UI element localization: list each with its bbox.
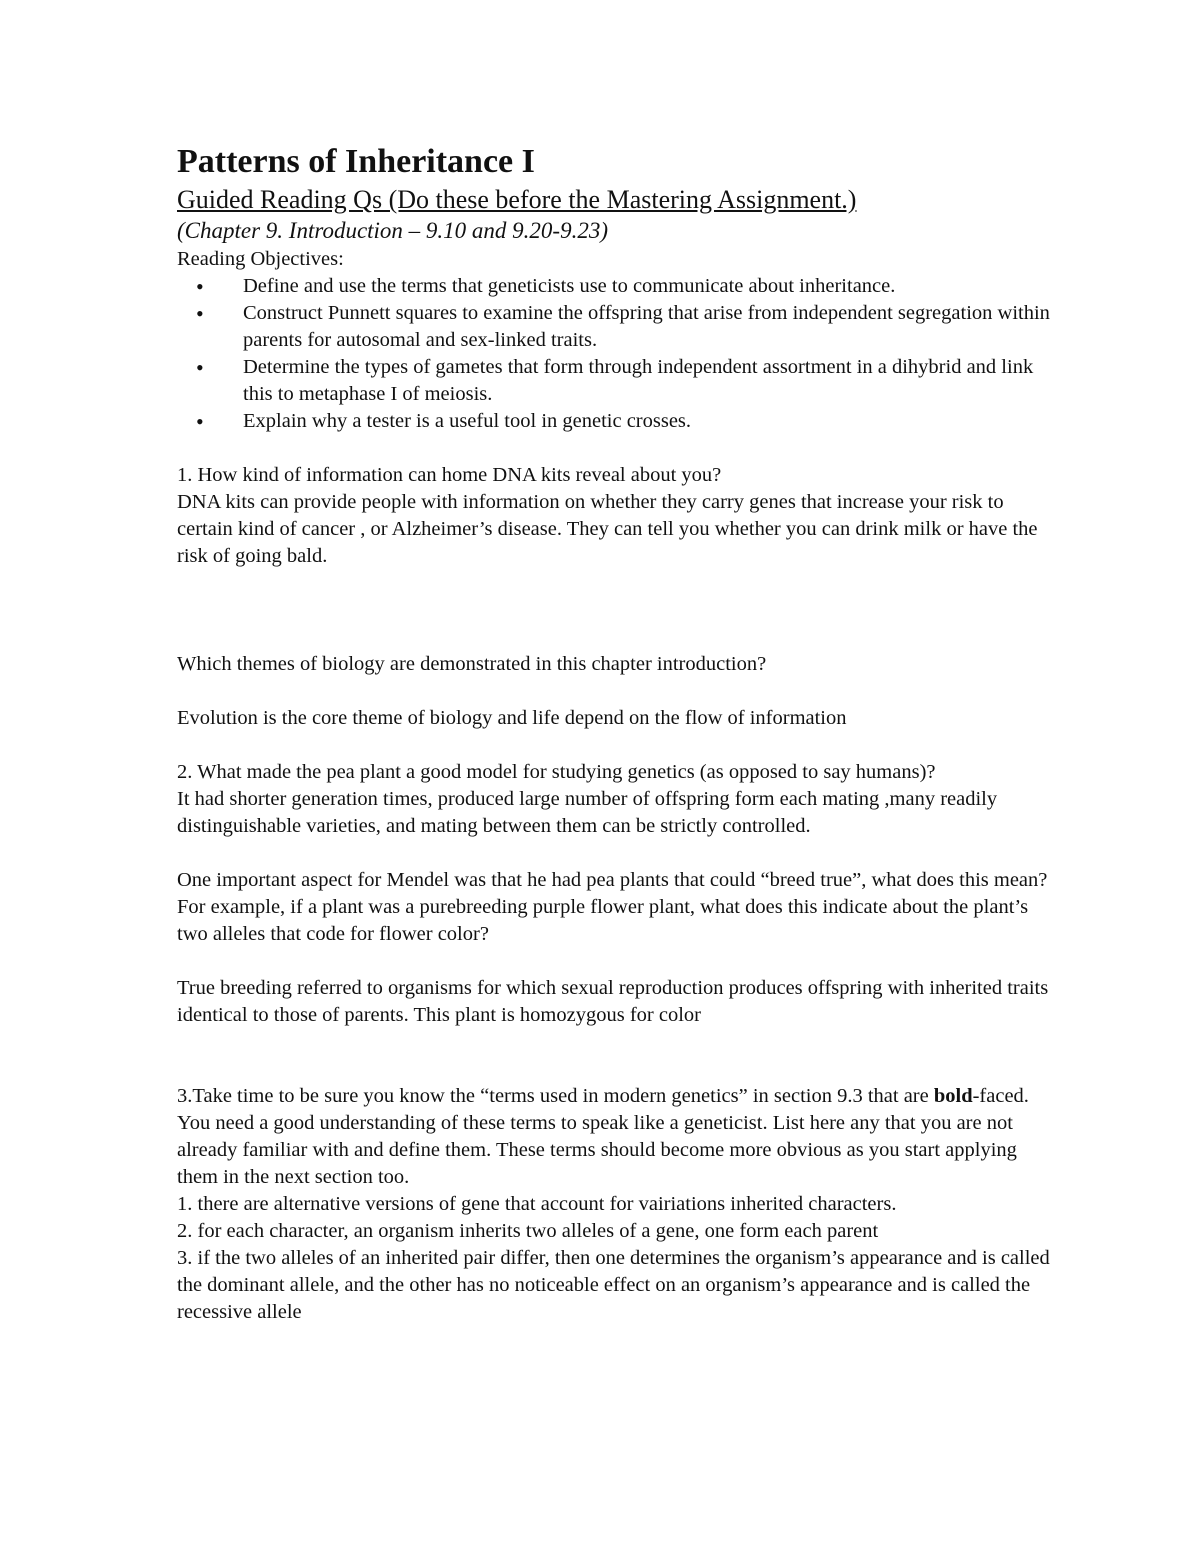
bold-word: bold <box>933 1085 973 1107</box>
question-3 <box>177 1083 1057 1191</box>
question-3-intro: 3.Take time to be sure you know the “terms used in modern genetics” in section 9.3 that are <box>177 1085 934 1107</box>
breed-true-question: One important aspect for Mendel was that he had pea plants that could “breed true”, what does this mean? For example, if a plant was a purebreeding purple flower plant, what does this indicate about the plant’s two alleles that code for flower color? <box>177 869 1048 945</box>
subtitle: Guided Reading Qs (Do these before the Mastering Assignment.) <box>177 185 857 214</box>
objective-item: • Explain why a tester is a useful tool in genetic crosses. <box>243 408 1057 435</box>
objectives-label: Reading Objectives: <box>177 248 344 270</box>
objective-item: • Construct Punnett squares to examine the offspring that arise from independent segregation within parents for autosomal and sex-linked traits. <box>243 300 1057 354</box>
page-title: Patterns of Inheritance I <box>177 143 535 180</box>
question-3-intro-cont: -faced. You need a good understanding of these terms to speak like a geneticist. List here any that you are not already familiar with and define them. These terms should become more obvious as you start applying them in the next section too. <box>177 1085 1029 1188</box>
term-item: 2. for each character, an organism inherits two alleles of a gene, one form each parent <box>177 1220 879 1242</box>
term-item: 1. there are alternative versions of gene that account for vairiations inherited characters. <box>177 1193 897 1215</box>
breed-true-answer: True breeding referred to organisms for which sexual reproduction produces offspring with inherited traits identical to those of parents. This plant is homozygous for color <box>177 977 1049 1026</box>
document-body <box>177 140 1057 1326</box>
question-2: 2. What made the pea plant a good model for studying genetics (as opposed to say humans)? <box>177 761 936 783</box>
objective-item: • Determine the types of gametes that form through independent assortment in a dihybrid and link this to metaphase I of meiosis. <box>243 354 1057 408</box>
question-1: 1. How kind of information can home DNA kits reveal about you? <box>177 464 722 486</box>
answer-1: DNA kits can provide people with information on whether they carry genes that increase your risk to certain kind of cancer , or Alzheimer’s disease. They can tell you whether you can drink milk or have the risk of going bald. <box>177 491 1038 567</box>
themes-question: Which themes of biology are demonstrated in this chapter introduction? <box>177 653 767 675</box>
objectives-list <box>177 273 1057 435</box>
term-item: 3. if the two alleles of an inherited pair differ, then one determines the organism’s appearance and is called the dominant allele, and the other has no noticeable effect on an organism’s appearance and is called the recessive allele <box>177 1247 1050 1323</box>
chapter-reference: (Chapter 9. Introduction – 9.10 and 9.20-9.23) <box>177 218 609 243</box>
themes-answer: Evolution is the core theme of biology and life depend on the flow of information <box>177 707 847 729</box>
answer-2: It had shorter generation times, produced large number of offspring form each mating ,many readily distinguishable varieties, and mating between them can be strictly controlled. <box>177 788 998 837</box>
objective-item: • Define and use the terms that geneticists use to communicate about inheritance. <box>243 273 1057 300</box>
